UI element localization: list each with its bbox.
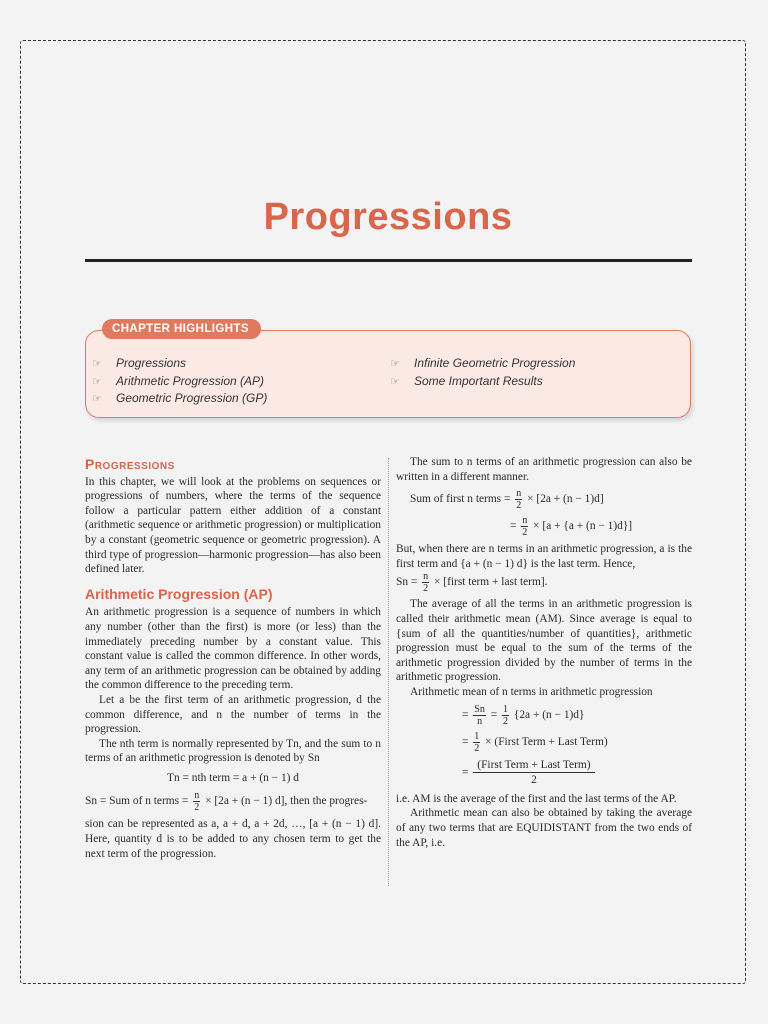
nth-term-paragraph: The nth term is normally represented by Tn, and the sum to n terms of an arithmetic progression is denoted by Sn xyxy=(85,737,381,765)
highlight-item: ☞ Infinite Geometric Progression xyxy=(390,355,575,373)
left-column xyxy=(85,455,381,861)
fraction-terms-over-2: $\frac{\text{(First Term + Last Term)}}{2}$ xyxy=(473,758,594,788)
fraction-n-over-2: $\frac{n}{2}$ xyxy=(522,515,528,539)
am-equidistant-paragraph: Arithmetic mean can also be obtained by taking the average of any two terms that are EQUIDISTANT from the two ends of the AP, i.e. xyxy=(396,807,692,849)
intro-paragraph: In this chapter, we will look at the problems on sequences or progressions of numbers, where the terms of the sequence follow a particular pattern either addition of a constant (arithmetic sequence or arithmetic progression) or multiplication by a constant (geometric sequence or geometric progression). A third type of progression—harmonic progression—has also been defined later. xyxy=(85,475,381,576)
pointing-hand-icon: ☞ xyxy=(92,375,102,388)
section-heading-ap: Arithmetic Progression (AP) xyxy=(85,585,273,602)
highlights-list-right xyxy=(390,355,575,390)
chapter-title: Progressions xyxy=(263,196,513,238)
pointing-hand-icon: ☞ xyxy=(92,393,102,405)
fraction-n-over-2: $\frac{n}{2}$ xyxy=(194,790,200,814)
but-paragraph: But, when there are n terms in an arithmetic progression, a is the first term and {a + (n − 1) d} is the last term. Hence, xyxy=(396,543,692,570)
title-rule xyxy=(85,259,692,262)
highlights-list-left xyxy=(92,355,267,408)
highlight-item: ☞ Progressions xyxy=(92,355,267,373)
column-divider xyxy=(388,458,389,886)
am-equation-2: = $\frac{1}{2}$ × (First Term + Last Term) xyxy=(462,730,608,754)
chapter-highlights-label: CHAPTER HIGHLIGHTS xyxy=(102,319,261,339)
highlight-item: ☞ Some Important Results xyxy=(390,373,575,391)
right-column xyxy=(396,455,692,850)
ap-definition: An arithmetic progression is a sequence of numbers in which any number (other than the first) is more (or less) than the immediately preceding number by a constant value. This constant value is called the common difference. In other words, any term of an arithmetic progression can be obtained by adding the common difference to the preceding term. xyxy=(85,606,381,692)
fraction-n-over-2: $\frac{n}{2}$ xyxy=(423,571,429,595)
sum-equation-2: = $\frac{n}{2}$ × [a + {a + (n − 1)d}] xyxy=(510,515,633,539)
average-paragraph: The average of all the terms in an arithmetic progression is called their arithmetic mean (AM). Since average is equal to {sum of all the quantities/number of quantities}, arithmetic progression must be equal to the sum of the terms of the arithmetic progression divided by the number of terms in the arithmetic progression. xyxy=(396,598,692,684)
fraction-sn-over-n: $\frac{Sn}{n}$ xyxy=(474,703,485,727)
sum-intro: The sum to n terms of an arithmetic progression can also be written in a different manner. xyxy=(396,456,692,483)
sum-equation-1: Sum of first n terms = $\frac{n}{2}$ × [2a + (n − 1)d] xyxy=(410,488,604,512)
section-heading-progressions: Progressions xyxy=(85,456,175,472)
tn-equation: Tn = nth term = a + (n − 1) d xyxy=(167,771,299,784)
sn-last-equation: Sn = $\frac{n}{2}$ × [first term + last term]. xyxy=(396,571,548,595)
am-equation-1: = $\frac{Sn}{n}$ = $\frac{1}{2}$ {2a + (n − 1)d} xyxy=(462,703,585,727)
fraction-1-over-2: $\frac{1}{2}$ xyxy=(474,730,480,754)
ie-paragraph: i.e. AM is the average of the first and the last terms of the AP. xyxy=(396,792,677,805)
sn-continuation: sion can be represented as a, a + d, a + 2d, …, [a + (n − 1) d]. Here, quantity d is to be added to any chosen term to get the next term of the progression. xyxy=(85,818,381,860)
sn-equation: Sn = Sum of n terms = $\frac{n}{2}$ × [2a + (n − 1) d], then the progres- xyxy=(85,790,368,814)
let-paragraph: Let a be the first term of an arithmetic progression, d the common difference, and n the number of terms in the progression. xyxy=(85,693,381,736)
am-equation-3: = $\frac{\text{(First Term + Last Term)}}{2}$ xyxy=(462,758,692,788)
fraction-1-over-2: $\frac{1}{2}$ xyxy=(503,703,509,727)
highlight-item: ☞ Arithmetic Progression (AP) xyxy=(92,373,267,391)
pointing-hand-icon: ☞ xyxy=(390,375,400,388)
fraction-n-over-2: $\frac{n}{2}$ xyxy=(516,488,522,512)
highlight-item: ☞ Geometric Progression (GP) xyxy=(92,390,267,408)
am-label: Arithmetic mean of n terms in arithmetic progression xyxy=(410,685,653,698)
pointing-hand-icon: ☞ xyxy=(390,358,400,370)
pointing-hand-icon: ☞ xyxy=(92,358,102,370)
